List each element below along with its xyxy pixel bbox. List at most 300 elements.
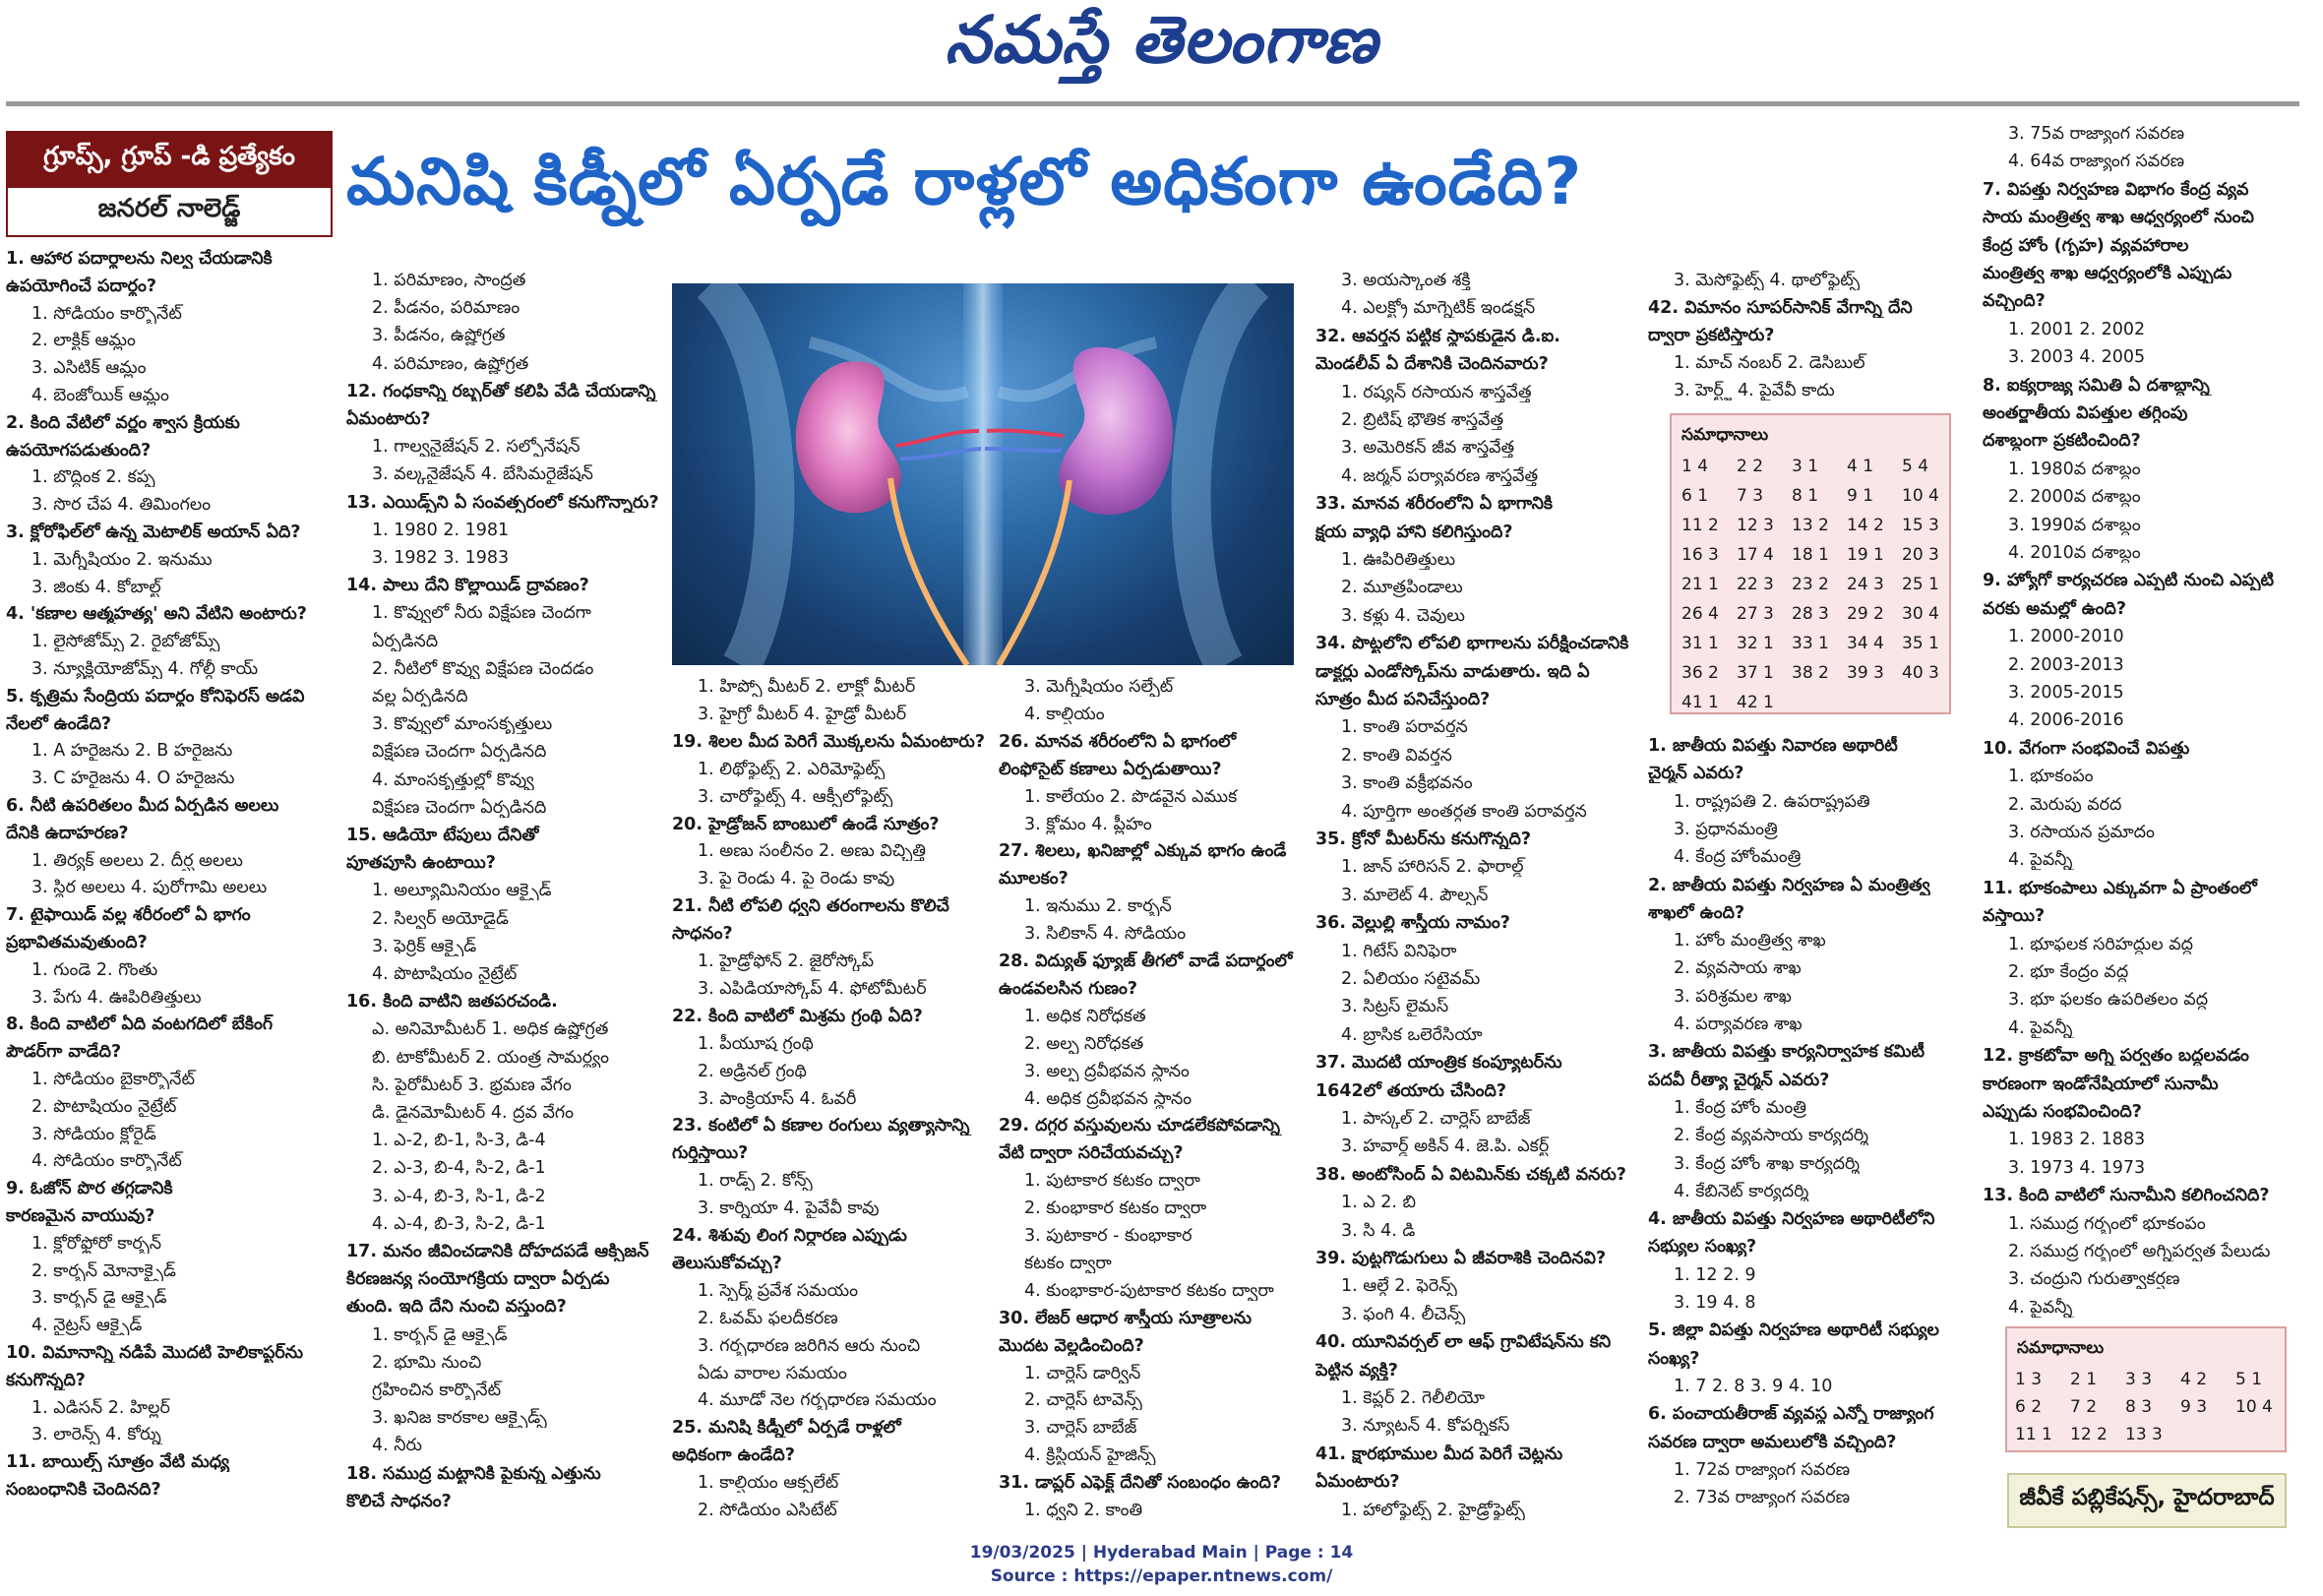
question-text: 18. సముద్ర మట్టానికి పైకున్న ఎత్తును <box>346 1463 601 1484</box>
answer-cell: 27 3 <box>1737 604 1774 624</box>
question-text: 21. నీటి లోపలి ధ్వని తరంగాలను కొలిచే <box>672 896 949 917</box>
option-text: 3. జింకు 4. కోబాల్ట్ <box>31 577 161 597</box>
question-text: కేంద్ర హోం (గృహ) వ్యవహారాల <box>1983 235 2189 256</box>
question-text: క్షయ వ్యాధి హాని కలిగిస్తుంది? <box>1315 522 1513 542</box>
option-text: 3. మెగ్నీషియం సల్ఫేట్ <box>1024 677 1174 697</box>
option-text: 4. పైవన్నీ <box>2008 1017 2073 1038</box>
question-text: అధికంగా ఉండేది? <box>672 1445 795 1466</box>
option-text: 3. క్లోమం 4. ప్లీహం <box>1024 814 1152 834</box>
option-text: 4. పరిమాణం, ఉష్ణోగ్రత <box>372 353 529 374</box>
question-text: ఏమంటారు? <box>346 409 431 429</box>
option-text: 3. C హరైజను 4. O హరైజను <box>31 768 235 789</box>
question-text: 13. ఎయిడ్స్‌ని ఏ సంవత్సరంలో కనుగొన్నారు? <box>346 492 659 513</box>
option-text: 1. కెప్లర్ 2. గెలీలియో <box>1341 1388 1486 1408</box>
option-text: 2. 2003-2013 <box>2008 654 2124 675</box>
option-text: 3. 1982 3. 1983 <box>372 548 510 568</box>
question-text: 14. పాలు దేని కొల్లాయిడ్ ద్రావణం? <box>346 576 589 596</box>
option-text: 1. రష్యన్ రసాయన శాస్త్రవేత్త <box>1341 382 1532 402</box>
answer-cell: 21 1 <box>1681 575 1719 594</box>
option-text: 4. క్రిస్టియన్ హైజిన్స్ <box>1024 1445 1156 1466</box>
answer-cell: 5 4 <box>1902 457 1929 476</box>
option-text: 1. పీయూష గ్రంథి <box>698 1033 814 1054</box>
option-text: 1. ఇనుము 2. కార్బన్ <box>1024 896 1172 917</box>
answer-cell: 24 3 <box>1847 575 1884 594</box>
option-text: 1. స్పెర్మ్ ప్రవేశ సమయం <box>698 1280 858 1301</box>
option-text: 2. చార్లెస్ టావెన్స్ <box>1024 1390 1142 1411</box>
question-text: కనుగొన్నది? <box>6 1370 86 1390</box>
option-text: 3. కళ్లు 4. చెవులు <box>1341 605 1465 626</box>
answer-cell: 39 3 <box>1847 663 1884 683</box>
answer-cell: 22 3 <box>1737 575 1774 594</box>
option-text: 2. అడ్రినల్ గ్రంథి <box>698 1061 807 1081</box>
question-text: 36. వెల్లుల్లి శాస్త్రీయ నామం? <box>1315 913 1510 934</box>
option-text: 1. రాడ్స్ 2. కోన్స్ <box>698 1171 813 1192</box>
answer-cell: 14 2 <box>1847 516 1884 535</box>
option-text: 2. సిల్వర్ అయోడైడ్ <box>372 908 509 929</box>
question-text: 15. ఆడియో టేపులు దేనితో <box>346 826 539 845</box>
question-text: 2. జాతీయ విపత్తు నిర్వహణ ఏ మంత్రిత్వ <box>1648 875 1930 895</box>
option-text: 1. బొద్దింక 2. కప్ప <box>31 467 155 488</box>
question-text: 35. క్రోనో మీటర్‌ను కనుగొన్నది? <box>1315 829 1531 849</box>
answer-cell: 8 3 <box>2125 1397 2153 1417</box>
question-text: 23. కంటిలో ఏ కణాల రంగులు వ్యత్యాసాన్ని <box>672 1116 970 1136</box>
option-text: 3. మెసోఫైట్స్ 4. థాలోఫైట్స్ <box>1674 271 1861 290</box>
question-text: 17. మనం జీవించడానికి దోహదపడే ఆక్సిజన్ <box>346 1242 649 1261</box>
option-text: 1. గిటేస్ వినిఫెరా <box>1341 941 1457 961</box>
option-text: 1. చార్లెస్ డార్విన్ <box>1024 1363 1141 1383</box>
question-text: 1642లో తయారు చేసింది? <box>1315 1080 1507 1101</box>
answer-cell: 12 2 <box>2070 1425 2108 1444</box>
option-text: 2. భూ కేంద్రం వద్ద <box>2008 962 2129 982</box>
masthead-title: నమస్తే తెలంగాణ <box>945 1 1378 78</box>
answer-cell: 38 2 <box>1792 663 1829 683</box>
option-text: 3. పై రెండు 4. పై రెండు కావు <box>698 869 895 890</box>
question-text: 28. విద్యుత్ ఫ్యూజ్ తీగలో వాడే పదార్థంలో <box>999 951 1293 971</box>
option-text: 3. లారెన్స్ 4. కోర్ను <box>31 1425 161 1445</box>
section-label: జనరల్ నాలెడ్జ్ <box>6 188 333 237</box>
option-text: 1. ఎ 2. బి <box>1341 1193 1417 1213</box>
option-text: 3. అల్ప ద్రవీభవన స్థానం <box>1024 1061 1190 1081</box>
question-text: కిరణజన్య సంయోగక్రియ ద్వారా ఏర్పడు <box>346 1269 610 1290</box>
answer-cell: 34 4 <box>1847 634 1884 653</box>
option-text: 3. పరిశ్రమల శాఖ <box>1674 986 1792 1007</box>
option-text: 2. ఓవమ్ ఫలదీకరణ <box>698 1308 838 1328</box>
option-text: 3. న్యూక్లియోజోమ్స్ 4. గోల్గీ కాయ్ <box>31 659 259 679</box>
question-text: తెలుసుకోవచ్చు? <box>672 1253 782 1273</box>
option-text: 2. లాక్టిక్ ఆమ్లం <box>31 331 136 351</box>
option-text: 1. అణు సంలీనం 2. అణు విచ్ఛిత్తి <box>698 841 926 862</box>
option-text: 2. 2000వ దశాబ్దం <box>2008 487 2141 508</box>
answer-cell: 33 1 <box>1792 634 1829 653</box>
answer-cell: 36 2 <box>1681 663 1719 683</box>
option-text: 1. కొవ్వులో నీరు విక్షేపణ చెందగా <box>372 603 591 624</box>
question-text: 3. జాతీయ విపత్తు కార్యనిర్వాహక కమిటీ <box>1648 1042 1926 1063</box>
answer-cell: 10 4 <box>2235 1397 2273 1417</box>
answer-cell: 10 4 <box>1902 486 1939 506</box>
option-text: 3. చారోఫైట్స్ 4. ఆక్సీలోఫైట్స్ <box>698 786 893 807</box>
question-text: 38. అంటోసింద్ ఏ విటమిన్‌కు చక్కటి వనరు? <box>1315 1164 1626 1185</box>
option-text: విక్షేపణ చెందగా ఏర్పడినది <box>372 742 547 763</box>
question-text: 12. గంధకాన్ని రబ్బర్‌తో కలిపి వేడి చేయడాన్ని <box>346 381 656 401</box>
question-text: సూత్రం మీద పనిచేస్తుంది? <box>1315 690 1491 709</box>
answer-cell: 8 1 <box>1792 486 1819 506</box>
answer-cell: 5 1 <box>2235 1370 2263 1389</box>
option-text: 1. గుండె 2. గొంతు <box>31 959 158 980</box>
option-text: 1. 72వ రాజ్యాంగ సవరణ <box>1674 1459 1851 1480</box>
option-text: 4. 2006-2016 <box>2008 710 2124 731</box>
question-text: ఏమంటారు? <box>1315 1472 1400 1493</box>
question-text: 13. కింది వాటిలో సునామీని కలిగించనిది? <box>1983 1186 2270 1206</box>
question-text: 25. మనిషి కిడ్నీలో ఏర్పడే రాళ్లలో <box>672 1418 901 1439</box>
question-text: ద్వారా ప్రకటిస్తారు? <box>1648 326 1775 345</box>
option-text: డి. డైనమోమీటర్ 4. ద్రవ వేగం <box>372 1103 575 1123</box>
option-text: 3. ఫెర్రిక్ ఆక్సైడ్ <box>372 936 477 956</box>
question-text: 40. యూనివర్సల్ లా ఆఫ్ గ్రావిటేషన్‌ను కని <box>1315 1332 1612 1353</box>
question-text: దశాబ్దంగా ప్రకటించింది? <box>1983 431 2141 452</box>
option-text: 4. మాంసకృత్తుల్లో కొవ్వు <box>372 769 534 790</box>
option-text: 2. కార్బన్ మోనాక్సైడ్ <box>31 1260 176 1281</box>
option-text: 2. పీడనం, పరిమాణం <box>372 298 520 319</box>
answer-cell: 6 1 <box>1681 486 1709 506</box>
option-text: 4. బెంజోయిక్ ఆమ్లం <box>31 386 169 405</box>
question-text: డాక్టర్లు ఎండోస్కోప్‌ను వాడుతారు. ఇది ఏ <box>1315 661 1590 682</box>
question-text: లింఫోసైట్ కణాలు ఏర్పడుతాయి? <box>999 759 1222 779</box>
answer-cell: 41 1 <box>1681 693 1719 712</box>
answers-title-1: సమాధానాలు <box>1681 425 1769 445</box>
option-text: 3. సిట్రస్ లైమస్ <box>1341 997 1449 1017</box>
option-text: 3. న్యూటన్ 4. కోపర్నికస్ <box>1341 1416 1510 1437</box>
question-text: 19. శిలల మీద పెరిగే మొక్కలను ఏమంటారు? <box>672 731 985 752</box>
question-text: మెండలీవ్ ఏ దేశానికి చెందినవారు? <box>1315 354 1549 375</box>
question-text: పూతపూసి ఉంటాయి? <box>346 853 496 874</box>
answer-cell: 7 2 <box>2070 1397 2098 1417</box>
answer-cell: 17 4 <box>1737 545 1774 565</box>
option-text: 3. మాలెట్ 4. పౌల్సన్ <box>1341 885 1489 905</box>
question-text: చైర్మన్ ఎవరు? <box>1648 764 1744 784</box>
answer-cell: 31 1 <box>1681 634 1719 653</box>
option-text: 3. స్థిర అలలు 4. పురోగామి అలలు <box>31 878 268 898</box>
option-text: 1. గాల్వనైజేషన్ 2. సల్ఫోనేషన్ <box>372 437 581 458</box>
option-text: 3. పుటాకార - కుంభాకార <box>1024 1226 1192 1246</box>
question-text: 7. టైఫాయిడ్ వల్ల శరీరంలో ఏ భాగం <box>6 905 251 926</box>
question-text: పెట్టిన వ్యక్తి? <box>1315 1360 1398 1381</box>
question-text: 20. హైడ్రోజన్ బాంబులో ఉండే సూత్రం? <box>672 814 940 834</box>
option-text: 3. ఎసిటిక్ ఆమ్లం <box>31 358 147 379</box>
question-text: 1. జాతీయ విపత్తు నివారణ అథారిటీ <box>1648 736 1898 756</box>
option-text: 3. హవార్డ్ అకిన్ 4. జె.పి. ఎకర్ట్ <box>1341 1136 1550 1157</box>
answer-cell: 20 3 <box>1902 545 1939 565</box>
answer-cell: 9 3 <box>2180 1397 2208 1417</box>
answer-cell: 30 4 <box>1902 604 1939 624</box>
option-text: 2. భూమి నుంచి <box>372 1352 482 1373</box>
question-text: సవరణ ద్వారా అమలులోకి వచ్చింది? <box>1648 1432 1897 1452</box>
answer-cell: 3 1 <box>1792 457 1819 476</box>
option-text: 3. పీడనం, ఉష్ణోగ్రత <box>372 326 506 346</box>
question-text: 8. కింది వాటిలో ఏది వంటగదిలో బేకింగ్ <box>6 1014 274 1035</box>
answer-cell: 16 3 <box>1681 545 1719 565</box>
question-text: 6. పంచాయతీరాజ్ వ్యవస్థ ఎన్నో రాజ్యాంగ <box>1648 1404 1934 1425</box>
option-text: 1. ఎడిసన్ 2. హిల్లర్ <box>31 1397 170 1418</box>
masthead <box>0 1 2323 91</box>
answers-title-2: సమాధానాలు <box>2017 1338 2105 1358</box>
option-text: 3. ఎ-4, బి-3, సి-1, డి-2 <box>372 1186 546 1206</box>
option-text: 3. పాంక్రియాస్ 4. ఓవరీ <box>698 1088 857 1109</box>
option-text: 1. కాంతి పరావర్తన <box>1341 717 1468 738</box>
question-text: సాయ మంత్రిత్వ శాఖ ఆధ్వర్యంలో నుంచి <box>1983 208 2254 228</box>
footer-date-edition: 19/03/2025 | Hyderabad Main | Page : 14 <box>969 1543 1354 1563</box>
option-text: 3. 1973 4. 1973 <box>2008 1157 2146 1178</box>
option-text: 3. కాంతి వక్రీభవనం <box>1341 773 1473 794</box>
option-text: 3. కార్బన్ డై ఆక్సైడ్ <box>31 1288 167 1309</box>
option-text: 2. నీటిలో కొవ్వు విక్షేపణ చెందడం <box>372 658 594 679</box>
option-text: 4. కుంభాకార-పుటాకార కటకం ద్వారా <box>1024 1280 1274 1301</box>
option-text: 2. మూత్రపిండాలు <box>1341 578 1463 598</box>
option-text: 4. బ్రాసిక ఒలెరేసియా <box>1341 1024 1483 1045</box>
answer-cell: 37 1 <box>1737 663 1774 683</box>
question-text: మూలకం? <box>999 869 1069 890</box>
option-text: 4. 2010వ దశాబ్దం <box>2008 543 2141 563</box>
question-text: 24. శిశువు లింగ నిర్ధారణ ఎప్పుడు <box>672 1226 907 1246</box>
option-text: వల్ల ఏర్పడినది <box>372 687 468 706</box>
question-text: 5. కృత్రిమ సేంద్రియ పదార్థం కోనిఫెరస్ అడవి <box>6 686 305 706</box>
option-text: 3. రసాయన ప్రమాదం <box>2008 823 2155 842</box>
option-text: 1. మాచ్ నంబర్ 2. డెసిబుల్ <box>1674 353 1865 373</box>
option-text: 1. లైసోజోమ్స్ 2. రైబోజోమ్స్ <box>31 632 220 652</box>
answer-cell: 42 1 <box>1737 693 1774 712</box>
question-text: నేలలో ఉండేది? <box>6 713 112 734</box>
answer-cell: 29 2 <box>1847 604 1884 624</box>
option-text: 1. జాన్ హారిసన్ 2. ఫారాల్డ్ <box>1341 857 1524 878</box>
option-text: 1. సోడియం కార్బొనేట్ <box>31 303 182 324</box>
option-text: 3. 2005-2015 <box>2008 683 2124 703</box>
option-text: 4. కేబినెట్ కార్యదర్శి <box>1674 1181 1809 1201</box>
question-text: 33. మానవ శరీరంలోని ఏ భాగానికి <box>1315 494 1553 515</box>
option-text: 1. పాస్కల్ 2. చార్లెస్ బాబేజ్ <box>1341 1109 1531 1129</box>
section-tag: గ్రూప్స్, గ్రూప్ -డి ప్రత్యేకం <box>6 131 333 188</box>
option-text: 1. పుటాకార కటకం ద్వారా <box>1024 1171 1200 1192</box>
question-text: గుర్తిస్తాయి? <box>672 1143 749 1164</box>
option-text: 2. అల్ప నిరోధకత <box>1024 1033 1144 1054</box>
option-text: 1. A హరైజను 2. B హరైజను <box>31 741 233 762</box>
option-text: 3. పేగు 4. ఊపిరితిత్తులు <box>31 987 202 1008</box>
question-text: ఎప్పుడు సంభవించింది? <box>1983 1102 2142 1122</box>
answers-box-2 <box>2005 1326 2287 1452</box>
option-text: 3. సిలికాన్ 4. సోడియం <box>1024 924 1187 945</box>
answer-cell: 13 3 <box>2125 1425 2163 1444</box>
option-text: 4. పూర్తిగా అంతర్గత కాంతి పరావర్తన <box>1341 801 1587 822</box>
option-text: 3. హైగ్రో మీటర్ 4. హైడ్రో మీటర్ <box>698 704 907 724</box>
question-text: కొలిచే సాధనం? <box>346 1491 452 1511</box>
answers-box-1 <box>1670 413 1951 714</box>
question-text: ఉపయోగపడుతుంది? <box>6 440 152 460</box>
answer-cell: 4 1 <box>1847 457 1874 476</box>
option-text: 2. కాంతి వివర్తన <box>1341 745 1452 766</box>
question-text: 37. మొదటి యాంత్రిక కంప్యూటర్‌ను <box>1315 1053 1562 1074</box>
option-text: 2. ఏలియం సటైవమ్ <box>1341 969 1481 989</box>
option-text: 1. ధ్వని 2. కాంతి <box>1024 1501 1143 1520</box>
option-text: 3. కార్నియా 4. పైవేవీ కావు <box>698 1198 880 1219</box>
question-text: 1. ఆహార పదార్థాలను నిల్వ చేయడానికి <box>6 249 273 269</box>
option-text: 4. అధిక ద్రవీభవన స్థానం <box>1024 1088 1192 1109</box>
question-text: 6. నీటి ఉపరితలం మీద ఏర్పడిన అలలు <box>6 796 279 816</box>
answer-cell: 40 3 <box>1902 663 1939 683</box>
option-text: 1. 7 2. 8 3. 9 4. 10 <box>1674 1376 1833 1396</box>
option-text: 3. 75వ రాజ్యాంగ సవరణ <box>2008 124 2185 144</box>
question-text: దేనికి ఉదాహరణ? <box>6 823 129 843</box>
question-text: అంతర్జాతీయ విపత్తుల తగ్గింపు <box>1983 403 2188 423</box>
question-text: 9. హ్యోగో కార్యచరణ ఎప్పటి నుంచి ఎప్పటి <box>1983 571 2274 591</box>
option-text: 1. భూకంపం <box>2008 767 2094 787</box>
option-text: 3. 2003 4. 2005 <box>2008 347 2146 368</box>
answer-cell: 13 2 <box>1792 516 1829 535</box>
question-text: 42. విమానం సూపర్‌సానిక్ వేగాన్ని దేని <box>1648 298 1913 318</box>
option-text: 2. సోడియం ఎసిటేట్ <box>698 1501 837 1520</box>
question-text: 10. విమానాన్ని నడిపే మొదటి హెలికాప్టర్‌ను <box>6 1343 304 1363</box>
question-text: పౌడర్‌గా వాడేది? <box>6 1042 122 1063</box>
option-text: 1. హాలోఫైట్స్ 2. హైడ్రోఫైట్స్ <box>1341 1500 1525 1520</box>
option-text: 1. 1980వ దశాబ్దం <box>2008 459 2141 479</box>
answer-cell: 32 1 <box>1737 634 1774 653</box>
option-text: 3. గర్భధారణ జరిగిన ఆరు నుంచి <box>698 1335 921 1356</box>
question-text: సభ్యుల సంఖ్య? <box>1648 1237 1757 1258</box>
option-text: ఏర్పడినది <box>372 631 439 651</box>
option-text: 2. 73వ రాజ్యాంగ సవరణ <box>1674 1488 1851 1508</box>
headline: మనిషి కిడ్నీలో ఏర్పడే రాళ్లలో అధికంగా ఉండేది? <box>346 144 1583 219</box>
option-text: 1. రాష్ట్రపతి 2. ఉపరాష్ట్రపతి <box>1674 791 1870 812</box>
option-text: 3. సొర చేప 4. తిమింగలం <box>31 495 212 516</box>
answer-cell: 9 1 <box>1847 486 1874 506</box>
option-text: 1. ఆల్గే 2. ఫెరెన్స్ <box>1341 1276 1457 1297</box>
question-text: వరకు అమల్లో ఉంది? <box>1983 598 2127 619</box>
option-text: 2. కేంద్ర వ్యవసాయ కార్యదర్శి <box>1674 1126 1868 1146</box>
answer-cell: 1 4 <box>1681 457 1709 476</box>
option-text: 3. ఎపిడియాస్కోప్ 4. ఫోటోమీటర్ <box>698 978 927 999</box>
option-text: 1. హోం మంత్రిత్వ శాఖ <box>1674 931 1826 951</box>
kidney-image-svg <box>672 283 1294 665</box>
answer-cell: 7 3 <box>1737 486 1764 506</box>
option-text: ఎ. అనిమోమీటర్ 1. అధిక ఉష్ణోగ్రత <box>372 1019 609 1040</box>
option-text: 3. కేంద్ర హోం శాఖ కార్యదర్శి <box>1674 1153 1861 1174</box>
answer-cell: 18 1 <box>1792 545 1829 565</box>
option-text: 1. కాలేయం 2. పొడవైన ఎముక <box>1024 786 1238 807</box>
answer-cell: 1 3 <box>2015 1370 2043 1389</box>
option-text: 3. 1990వ దశాబ్దం <box>2008 515 2141 535</box>
question-text: 11. భూకంపాలు ఎక్కువగా ఏ ప్రాంతంలో <box>1983 878 2257 898</box>
option-text: 3. 19 4. 8 <box>1674 1293 1756 1313</box>
option-text: 2. మెరుపు వరద <box>2008 794 2122 815</box>
option-text: 1. 2001 2. 2002 <box>2008 319 2146 339</box>
option-text: గ్రహించిన కార్బొనేట్ <box>372 1381 502 1400</box>
option-text: 3. హెర్ట్జ్ 4. పైవేవీ కాదు <box>1674 381 1835 400</box>
answer-cell: 25 1 <box>1902 575 1939 594</box>
option-text: 4. పైవన్నీ <box>2008 1297 2073 1318</box>
question-text: 27. శిలలు, ఖనిజాల్లో ఎక్కువ భాగం ఉండే <box>999 841 1287 862</box>
answer-cell: 23 2 <box>1792 575 1829 594</box>
question-text: మంత్రిత్వ శాఖ ఆధ్వర్యంలోకి ఎప్పుడు <box>1983 264 2232 283</box>
option-text: 3. సోడియం క్లోరైడ్ <box>31 1124 156 1144</box>
question-text: మొదట వెల్లడించింది? <box>999 1335 1144 1356</box>
question-text: 31. డాప్లర్ ఎఫెక్ట్ దేనితో సంబంధం ఉంది? <box>999 1473 1282 1494</box>
question-text: 29. దగ్గర వస్తువులను చూడలేకపోవడాన్ని <box>999 1116 1280 1136</box>
option-text: 4. పర్యావరణ శాఖ <box>1674 1014 1803 1034</box>
question-text: కారణంగా ఇండోనేషియాలో సునామీ <box>1983 1074 2219 1094</box>
question-text: శాఖలో ఉంది? <box>1648 902 1745 923</box>
answer-cell: 12 3 <box>1737 516 1774 535</box>
option-text: 3. చంద్రుని గురుత్వాకర్షణ <box>2008 1269 2180 1290</box>
question-text: 11. బాయిల్స్ సూత్రం వేటి మధ్య <box>6 1452 229 1473</box>
option-text: 1. సోడియం బైకార్బొనేట్ <box>31 1070 195 1089</box>
option-text: 3. ఫంగి 4. లీచెన్స్ <box>1341 1304 1466 1324</box>
option-text: 3. భూ ఫలకం ఉపరితలం వద్ద <box>2008 990 2209 1011</box>
option-text: 3. అమెరికన్ జీవ శాస్త్రవేత్త <box>1341 438 1515 459</box>
question-text: 34. పొట్టలోని లోపలి భాగాలను పరీక్షించడానికి <box>1315 634 1629 654</box>
answer-cell: 19 1 <box>1847 545 1884 565</box>
option-text: 1. హిప్సో మీటర్ 2. లాక్టో మీటర్ <box>698 677 916 697</box>
answer-cell: 4 2 <box>2180 1370 2208 1389</box>
option-text: 4. ఎ-4, బి-3, సి-2, డి-1 <box>372 1213 546 1234</box>
answer-cell: 15 3 <box>1902 516 1939 535</box>
question-text: వస్తాయి? <box>1983 906 2046 927</box>
option-text: 1. కేంద్ర హోం మంత్రి <box>1674 1097 1806 1118</box>
answer-cell: 2 1 <box>2070 1370 2098 1389</box>
answer-cell: 2 2 <box>1737 457 1764 476</box>
question-text: 12. క్రాకటోవా అగ్ని పర్వతం బద్దలవడం <box>1983 1046 2249 1067</box>
question-text: 26. మానవ శరీరంలోని ఏ భాగంలో <box>999 731 1237 752</box>
option-text: 4. మూడో నెల గర్భధారణ సమయం <box>698 1390 937 1411</box>
option-text: 1. మెగ్నీషియం 2. ఇనుము <box>31 549 213 570</box>
option-text: 3. సి 4. డి <box>1341 1220 1416 1241</box>
option-text: 4. కేంద్ర హోంమంత్రి <box>1674 847 1802 868</box>
question-text: వేటి ద్వారా సరిచేయవచ్చు? <box>999 1143 1184 1164</box>
option-text: సి. పైరోమీటర్ 3. భ్రమణ వేగం <box>372 1074 572 1095</box>
option-text: 3. కొవ్వులో మాంసకృత్తులు <box>372 714 553 735</box>
question-text: 7. విపత్తు నిర్వహణ విభాగం కేంద్ర వ్యవ <box>1983 179 2249 200</box>
option-text: 4. పొటాషియం నైట్రేట్ <box>372 964 518 984</box>
option-text: 2. ఎ-3, బి-4, సి-2, డి-1 <box>372 1158 546 1179</box>
question-text: 2. కింది వేటిలో వర్ణం శ్వాస క్రియకు <box>6 412 240 433</box>
option-text: 1. సముద్ర గర్భంలో భూకంపం <box>2008 1213 2206 1234</box>
answer-cell: 6 2 <box>2015 1397 2043 1417</box>
question-text: ప్రభావితమవుతుంది? <box>6 933 148 952</box>
option-text: 1. హైడ్రోఫోన్ 2. జైరోస్కోప్ <box>698 951 875 971</box>
option-text: 2. వ్యవసాయ శాఖ <box>1674 958 1802 979</box>
option-text: 1. తిర్యక్ అలలు 2. దీర్ఘ అలలు <box>31 850 243 871</box>
option-text: 3. ఖనిజ కారకాల ఆక్సైడ్స్ <box>372 1408 547 1429</box>
option-text: 1. లిథోఫైట్స్ 2. ఎరిమోఫైట్స్ <box>698 759 886 779</box>
option-text: 2. సముద్ర గర్భంలో అగ్నిపర్వత పేలుడు <box>2008 1242 2271 1261</box>
option-text: 1. 12 2. 9 <box>1674 1264 1756 1285</box>
option-text: బి. టాకోమీటర్ 2. యంత్ర సామర్థ్యం <box>372 1047 609 1068</box>
option-text: 1. కార్బన్ డై ఆక్సైడ్ <box>372 1324 508 1345</box>
option-text: 2. పొటాషియం నైట్రేట్ <box>31 1096 177 1117</box>
question-text: 5. జిల్లా విపత్తు నిర్వహణ అథారిటీ సభ్యుల <box>1648 1320 1939 1341</box>
option-text: 3. వల్కనైజేషన్ 4. బేసిమరైజేషన్ <box>372 464 593 485</box>
question-text: 4. 'కణాల ఆత్మహత్య' అని వేటిని అంటారు? <box>6 604 307 625</box>
option-text: ఏడు వారాల సమయం <box>698 1363 847 1383</box>
answer-cell: 28 3 <box>1792 604 1829 624</box>
option-text: 1. భూఫలక సరిహద్దుల వద్ద <box>2008 934 2193 954</box>
option-text: 4. నీరు <box>372 1436 422 1456</box>
question-text: తుంది. ఇది దేని నుంచి వస్తుంది? <box>346 1297 567 1318</box>
question-text: సాధనం? <box>672 924 733 945</box>
question-text: 10. వేగంగా సంభవించే విపత్తు <box>1983 738 2190 759</box>
option-text: 1. అల్యూమినియం ఆక్సైడ్ <box>372 881 552 901</box>
option-text: 3. అయస్కాంత శక్తి <box>1341 271 1471 290</box>
question-text: 39. పుట్టగొడుగులు ఏ జీవరాశికి చెందినవి? <box>1315 1249 1607 1268</box>
option-text: 1. కాల్షియం ఆక్సలేట్ <box>698 1473 839 1494</box>
question-text: పదవీ రీత్యా చైర్మన్ ఎవరు? <box>1648 1070 1830 1090</box>
answer-cell: 11 2 <box>1681 516 1719 535</box>
